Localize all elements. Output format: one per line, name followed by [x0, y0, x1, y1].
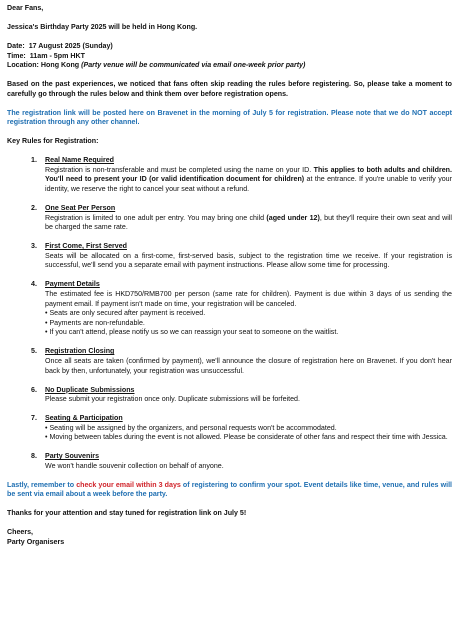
- rule-item: [31, 452, 452, 471]
- rule-item: [31, 280, 452, 338]
- rule-number: 2.: [31, 204, 37, 213]
- rule-bullet: • Seating will be assigned by the organizers, and personal requests won't be accommodated.: [45, 423, 337, 432]
- rule-bullet: • Moving between tables during the event is not allowed. Please be considerate of other fans and respect their time with Jessica.: [45, 433, 448, 442]
- time-line: [7, 52, 452, 62]
- rule-text: Once all seats are taken (confirmed by payment), we'll announce the closure of registration here on Bravenet. If you don't hear back by then, unfortunately, your registration was unsuccessful.: [45, 356, 452, 375]
- closing-lead: Lastly, remember to: [7, 480, 77, 489]
- rule-title: Payment Details: [45, 280, 100, 289]
- rule-title: Real Name Required: [45, 156, 114, 165]
- rule-title: First Come, First Served: [45, 242, 127, 251]
- rule-item: [31, 414, 452, 443]
- rule-title: No Duplicate Submissions: [45, 385, 135, 394]
- rule-text: Please submit your registration once only. Duplicate submissions will be forfeited.: [45, 395, 300, 404]
- intro-paragraph: Based on the past experiences, we noticed that fans often skip reading the rules before registering. So, please take a moment to carefully go through the rules below and think them over before registration opens.: [7, 80, 452, 98]
- rule-bullet: • If you can't attend, please notify us so we can reassign your seat to someone on the waitlist.: [45, 328, 339, 337]
- rule-bold-text: This applies to both adults and children. You'll need to present your ID (or valid identification document for children): [45, 165, 452, 184]
- rule-text: We won't handle souvenir collection on behalf of anyone.: [45, 461, 224, 470]
- location-line: [7, 61, 452, 71]
- thanks-line: Thanks for your attention and stay tuned for registration link on July 5!: [7, 509, 247, 518]
- rule-number: 4.: [31, 280, 37, 289]
- registration-notice: The registration link will be posted here on Bravenet in the morning of July 5 for registration. Please note that we do NOT accept registration through any other channel.: [7, 108, 452, 127]
- rule-item: [31, 347, 452, 376]
- rule-title: One Seat Per Person: [45, 204, 116, 213]
- rule-text: The estimated fee is HKD750/RMB700 per person (same rate for children). Payment is due within 3 days of us sending the payment email. If payment isn't made on time, your registration will be canceled.: [45, 289, 452, 308]
- closing-paragraph: [7, 481, 452, 500]
- closing-tail: of registering to confirm your spot. Event details like time, venue, and rules will be sent via email about a week before the party.: [7, 480, 453, 499]
- rule-bullet: • Payments are non-refundable.: [45, 318, 145, 327]
- location-note: (Party venue will be communicated via email one-week prior party): [81, 61, 306, 70]
- announcement: Jessica's Birthday Party 2025 will be held in Hong Kong.: [7, 22, 198, 31]
- rule-number: 3.: [31, 242, 37, 251]
- rule-text: Seats will be allocated on a first-come, first-served basis, subject to the registration time we receive. If your registration is successful, we'll send you a separate email with payment instructions. Please allow some time for processing.: [45, 251, 452, 270]
- location-value: Hong Kong: [40, 61, 80, 70]
- rule-text: , but they'll require their own seat and will be charged the same rate.: [45, 213, 452, 232]
- rule-title: Party Souvenirs: [45, 452, 100, 461]
- rule-title: Seating & Participation: [45, 414, 123, 423]
- rule-bullet: • Seats are only secured after payment is received.: [45, 309, 206, 318]
- rules-list: [7, 156, 452, 471]
- rule-text: Registration is non-transferable and must be completed using the name on your ID.: [45, 165, 314, 174]
- signature: Party Organisers: [7, 538, 65, 546]
- rule-bold-text: (aged under 12): [266, 213, 320, 222]
- rule-number: 7.: [31, 414, 37, 423]
- signoff: Cheers,: [7, 528, 34, 537]
- date-value: 17 August 2025 (Sunday): [28, 41, 113, 50]
- rule-item: [31, 204, 452, 233]
- rules-heading: Key Rules for Registration:: [7, 137, 99, 146]
- rule-number: 8.: [31, 452, 37, 461]
- rule-text: at the entrance. If you're unable to verify your identity, we reserve the right to cancel your seat without a refund.: [45, 175, 452, 194]
- date-line: [7, 42, 452, 52]
- date-label: Date:: [7, 41, 25, 50]
- closing-highlight: check your email within 3 days: [76, 480, 181, 489]
- event-details: [7, 42, 452, 71]
- rule-text: Registration is limited to one adult per entry. You may bring one child: [45, 213, 267, 222]
- rule-item: [31, 156, 452, 194]
- location-label: Location:: [7, 61, 39, 70]
- time-value: 11am - 5pm HKT: [29, 51, 85, 60]
- rule-number: 5.: [31, 347, 37, 356]
- rule-number: 1.: [31, 156, 37, 165]
- rule-title: Registration Closing: [45, 347, 115, 356]
- rule-item: [31, 242, 452, 271]
- rule-item: [31, 386, 452, 405]
- time-label: Time:: [7, 51, 26, 60]
- rule-number: 6.: [31, 385, 37, 394]
- greeting: Dear Fans,: [7, 4, 44, 12]
